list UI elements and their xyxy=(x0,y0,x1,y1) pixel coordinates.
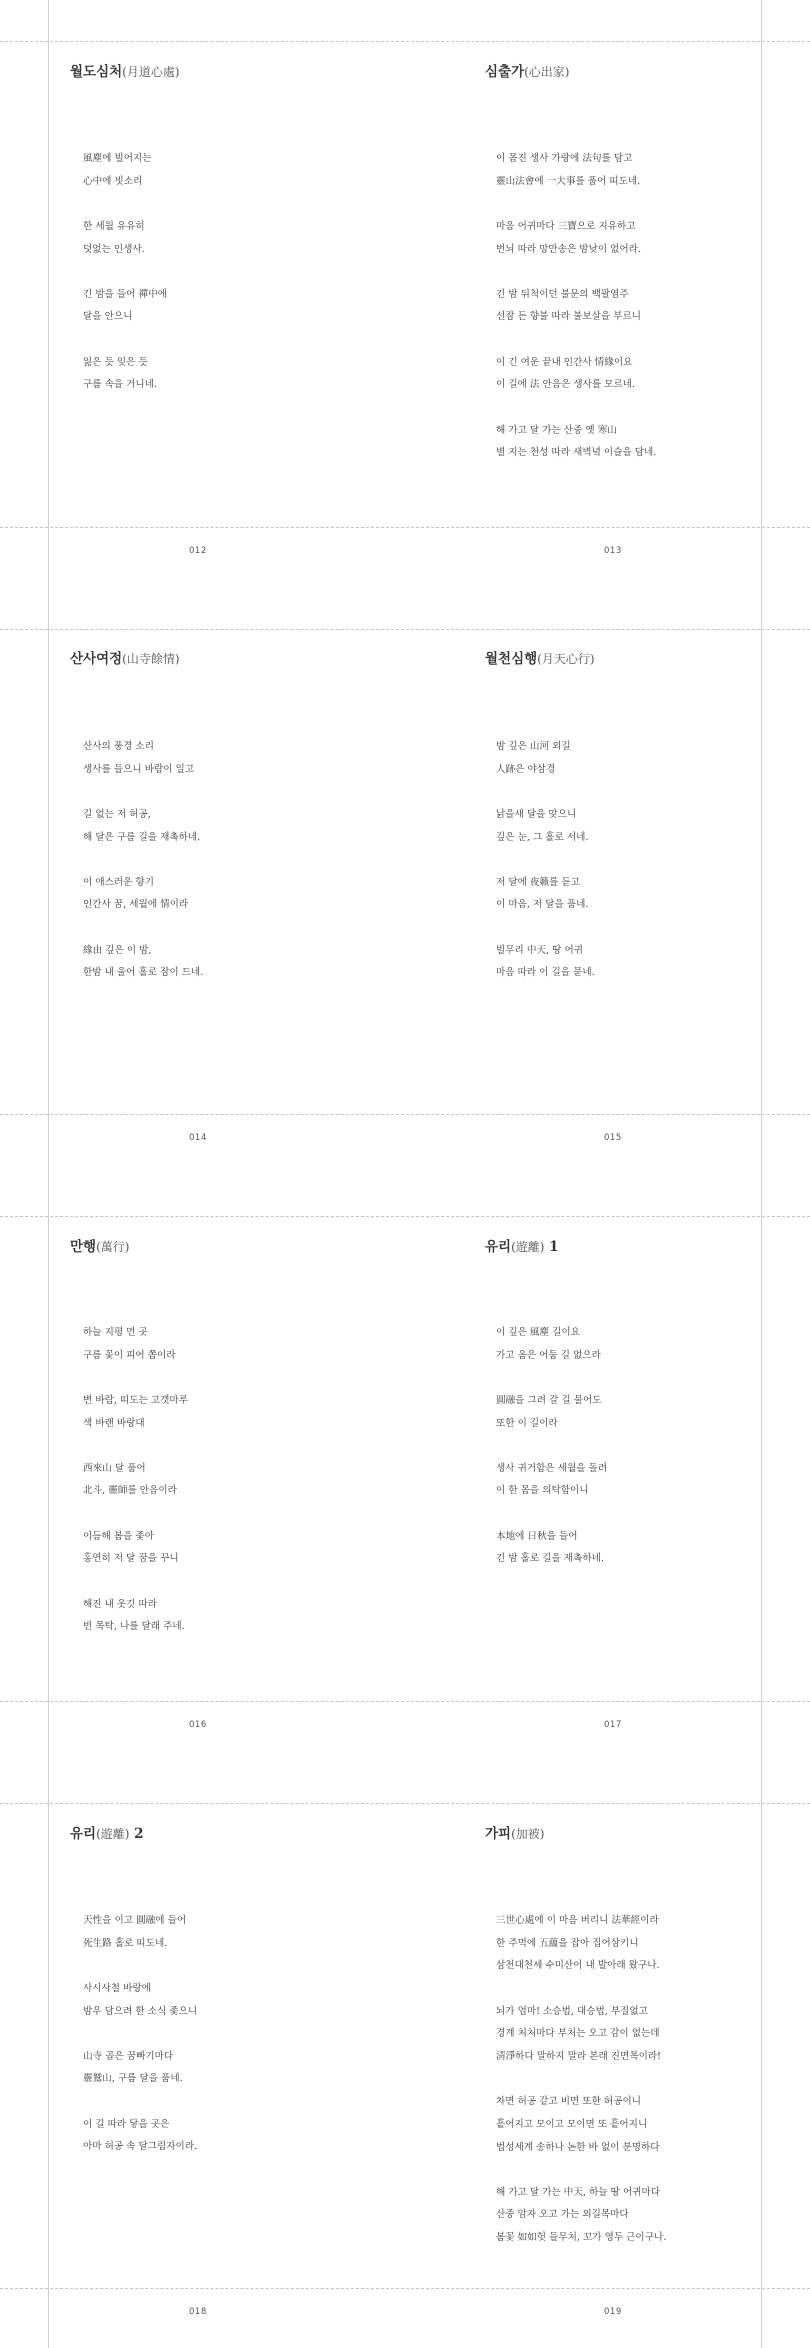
stanza xyxy=(83,736,203,781)
stanza xyxy=(83,352,167,397)
poem-line: 本地에 日秋을 들어 xyxy=(496,1530,578,1542)
poem-line: 잃은 듯 잊은 듯 xyxy=(83,356,148,368)
poem-line: 낡을새 달을 맞으니 xyxy=(496,808,577,820)
poem-line: 해진 내 옷깃 따라 xyxy=(83,1598,158,1610)
poem-line: 경계 처처마다 부처는 오고 감이 없는데 xyxy=(496,2028,660,2040)
stanza xyxy=(496,148,656,193)
stanza xyxy=(83,1910,197,1955)
page-number: 017 xyxy=(604,1720,622,1730)
stanza xyxy=(83,1458,188,1503)
poem-title: 가피(加被) xyxy=(485,1826,545,1842)
poem-title: 산사여정(山寺餘情) xyxy=(70,651,180,667)
poem-title: 월천심행(月天心行) xyxy=(485,651,595,667)
page-number: 019 xyxy=(604,2307,622,2317)
stanza xyxy=(496,216,656,261)
separator-line xyxy=(0,1701,810,1702)
page-number: 016 xyxy=(189,1720,207,1730)
stanza xyxy=(83,148,167,193)
poem-body xyxy=(83,1322,188,1661)
poem-line: 또한 이 길이라 xyxy=(496,1417,558,1429)
poem-line: 靈山法會에 一大事를 품어 띠도네. xyxy=(496,175,641,187)
poem-body xyxy=(496,148,656,487)
stanza xyxy=(83,1594,188,1639)
poem-title: 월도심처(月道心處) xyxy=(70,64,180,80)
stanza xyxy=(496,940,595,985)
poem-line: 死生路 홀로 띠도네. xyxy=(83,1937,168,1949)
poem-line: 색 바랜 바랑대 xyxy=(83,1417,145,1429)
stanza xyxy=(496,420,656,465)
poem-line: 달을 안으니 xyxy=(83,311,133,323)
stanza xyxy=(83,1390,188,1435)
poem-line: 이 몸진 생사 가랑에 法句를 담고 xyxy=(496,153,633,164)
poem-line: 이 한 몸을 의탁함이니 xyxy=(496,1485,589,1497)
poem-line: 風塵에 빌어지는 xyxy=(83,153,152,164)
poem-line: 한밤 내 울어 홀로 잠이 드네. xyxy=(83,967,204,979)
poem-line: 생사 귀거함은 세월을 돌려 xyxy=(496,1462,608,1474)
stanza xyxy=(496,1458,607,1503)
stanza xyxy=(83,940,203,985)
separator-line xyxy=(0,41,810,42)
stanza xyxy=(496,804,595,849)
page-number: 015 xyxy=(604,1133,622,1143)
separator-line xyxy=(0,527,810,528)
poem-line: 西來山 달 품어 xyxy=(83,1462,146,1474)
poem-line: 한 세월 유유히 xyxy=(83,220,145,232)
poem-line: 빈 목탁, 나를 달래 주네. xyxy=(83,1621,185,1633)
poem-line: 밤 깊은 山河 외길 xyxy=(496,741,571,752)
poem-line: 사시사철 바랑에 xyxy=(83,1982,151,1994)
poem-title: 심출가(心出家) xyxy=(485,64,570,80)
poem-line: 뇌가 엄마! 소승법, 대승법, 부질없고 xyxy=(496,2005,648,2017)
page-number: 014 xyxy=(189,1133,207,1143)
poem-body xyxy=(496,1910,666,2272)
poem-line: 한 주먹에 五蘊을 잡아 집어삼키니 xyxy=(496,1937,639,1949)
poem-line: 緣由 깊은 이 밤, xyxy=(83,944,152,956)
separator-line xyxy=(0,1216,810,1217)
poem-line: 이 애스러운 향기 xyxy=(83,876,154,888)
poem-line: 마음 어귀마다 三寶으로 지유하고 xyxy=(496,220,636,232)
poem-line: 흩어지고 모이고 모이면 또 흩어지니 xyxy=(496,2118,648,2130)
poem-line: 山寺 곱은 꿈빠기마다 xyxy=(83,2050,174,2062)
poem-body xyxy=(83,736,203,1008)
poem-line: 저 달에 夜籟를 듣고 xyxy=(496,876,580,888)
stanza xyxy=(496,872,595,917)
separator-line xyxy=(0,2288,810,2289)
poem-line: 별 지는 천성 따라 새벽녘 이슬을 담네. xyxy=(496,447,657,459)
stanza xyxy=(496,736,595,781)
poem-line: 덧없는 인생사. xyxy=(83,243,145,255)
stanza xyxy=(496,1390,607,1435)
poem-line: 이 길 따라 닿을 곳은 xyxy=(83,2118,170,2130)
poem-line: 법성세계 송하나 논한 바 없이 분명하다 xyxy=(496,2141,660,2153)
poem-line: 人跡은 야삼경 xyxy=(496,763,556,775)
stanza xyxy=(83,804,203,849)
stanza xyxy=(83,1322,188,1367)
poem-line: 긴 밤 홀로 길을 재촉하네. xyxy=(496,1553,604,1565)
poem-body xyxy=(83,148,167,420)
margin-line-right xyxy=(761,0,762,2348)
poem-line: 三世心處에 이 마음 버리니 法華經이라 xyxy=(496,1915,659,1926)
poem-line: 차면 허공 같고 비면 또한 허공이니 xyxy=(496,2096,641,2108)
poem-line: 이 마음, 저 달을 품네. xyxy=(496,899,589,911)
poem-line: 이 길에 法 안음은 생사를 모르네. xyxy=(496,379,636,391)
poem-title: 유리(遊離) 1 xyxy=(485,1239,559,1255)
stanza xyxy=(496,1910,666,1978)
page-number: 018 xyxy=(189,2307,207,2317)
margin-line-left xyxy=(48,0,49,2348)
poem-line: 淸淨하다 말하지 말라 본래 진면목이라! xyxy=(496,2050,661,2062)
separator-line xyxy=(0,1803,810,1804)
poem-line: 아마 허공 속 달그림자이라. xyxy=(83,2141,198,2153)
poem-line: 가고 옴은 어둠 길 없으라 xyxy=(496,1349,601,1361)
stanza xyxy=(496,1526,607,1571)
stanza xyxy=(83,872,203,917)
stanza xyxy=(496,352,656,397)
stanza xyxy=(83,1526,188,1571)
poem-line: 이 긴 여운 끝내 인간사 情緣이요 xyxy=(496,356,633,368)
poem-line: 이듬해 봄을 좇아 xyxy=(83,1530,154,1542)
poem-line: 긴 밤을 들어 禪中에 xyxy=(83,288,167,300)
stanza xyxy=(496,2001,666,2069)
poem-body xyxy=(83,1910,197,2182)
stanza xyxy=(83,1978,197,2023)
poem-line: 길 없는 저 허공, xyxy=(83,808,151,820)
stanza xyxy=(83,2046,197,2091)
poem-line: 해 가고 달 가는 산중 옛 寒山 xyxy=(496,424,617,436)
poem-line: 心中에 빗소리 xyxy=(83,175,143,187)
poem-line: 北斗, 靈師를 안음이라 xyxy=(83,1485,177,1497)
poem-title: 만행(萬行) xyxy=(70,1239,130,1255)
poem-line: 靈鷲山, 구름 달을 품네. xyxy=(83,2073,183,2085)
stanza xyxy=(496,284,656,329)
poem-title: 유리(遊離) 2 xyxy=(70,1826,144,1842)
stanza xyxy=(83,216,167,261)
poem-body xyxy=(496,1322,607,1594)
poem-line: 산사의 풍경 소리 xyxy=(83,741,154,752)
stanza xyxy=(496,1322,607,1367)
poem-line: 인간사 꿈, 세월에 情이라 xyxy=(83,899,189,911)
stanza xyxy=(83,2114,197,2159)
poem-line: 빌무리 中天, 땅 어귀 xyxy=(496,944,583,956)
page-number: 012 xyxy=(189,546,207,556)
poem-line: 圓融을 그려 갈 길 물어도 xyxy=(496,1394,602,1406)
separator-line xyxy=(0,629,810,630)
poem-line: 깊은 눈, 그 홀로 서네. xyxy=(496,831,589,843)
poem-line: 선잠 든 향불 따라 불보살을 부르니 xyxy=(496,311,641,323)
poem-line: 마음 따라 이 길을 묻네. xyxy=(496,967,595,979)
poem-line: 번뇌 따라 망만송은 밤낮이 없어라. xyxy=(496,243,641,255)
poem-body xyxy=(496,736,595,1008)
poem-line: 하늘 지평 먼 곳 xyxy=(83,1327,148,1338)
poem-line: 밤우 담으려 한 소식 좇으니 xyxy=(83,2005,198,2017)
poem-line: 이 깊은 風塵 길이요 xyxy=(496,1327,580,1338)
separator-line xyxy=(0,1114,810,1115)
poem-line: 삼천대천세 수미산이 내 발아래 왔구나. xyxy=(496,1960,660,1972)
poem-line: 봄꽃 如如헛 들무처, 꼬가 영두 근이구나. xyxy=(496,2232,667,2244)
poem-line: 홍연히 저 달 꿈을 꾸니 xyxy=(83,1553,179,1565)
stanza xyxy=(83,284,167,329)
poem-line: 天性을 이고 圓融에 들어 xyxy=(83,1915,187,1926)
poem-line: 긴 밤 뒤척이던 불문의 백팔염주 xyxy=(496,288,629,300)
stanza xyxy=(496,2091,666,2159)
poem-line: 구름 속을 거니네. xyxy=(83,379,158,391)
page-number: 013 xyxy=(604,546,622,556)
poem-line: 생사를 들으니 바람이 일고 xyxy=(83,763,195,775)
poem-line: 구름 꽃이 피어 쫌이라 xyxy=(83,1349,176,1361)
poem-line: 해 달은 구름 길을 재촉하네. xyxy=(83,831,201,843)
poem-line: 해 가고 달 가는 中天, 하늘 땅 어귀마다 xyxy=(496,2186,661,2198)
poem-line: 산중 암자 오고 가는 외길목마다 xyxy=(496,2209,629,2221)
poem-line: 변 바람, 띠도는 고갯마루 xyxy=(83,1394,188,1406)
stanza xyxy=(496,2182,666,2250)
